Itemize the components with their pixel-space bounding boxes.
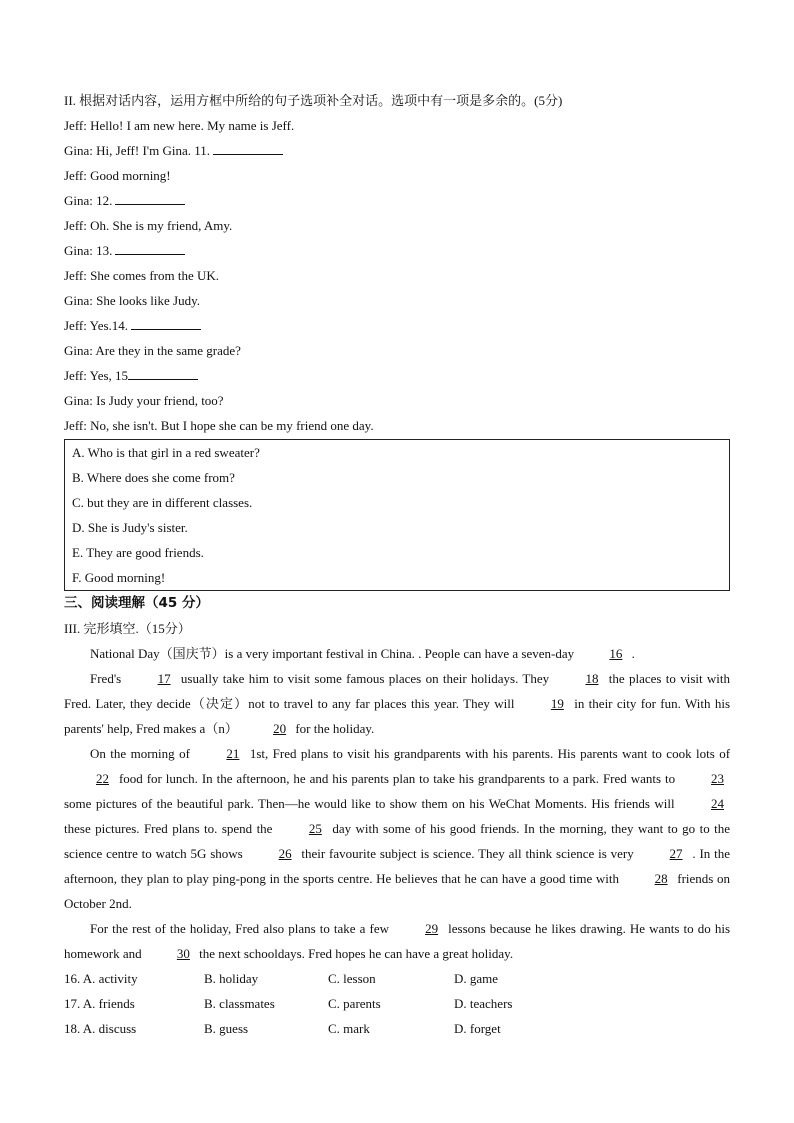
blank-29[interactable]: 29 [425, 921, 439, 936]
choice-option[interactable]: B. holiday [204, 971, 259, 986]
choice-option[interactable]: D. forget [454, 1021, 501, 1036]
answer-blank-12[interactable] [115, 190, 185, 205]
options-box [64, 439, 730, 591]
cloze-paragraph-1: National Day（国庆节）is a very important festival in China. . People can have a seven-day 16 . [64, 641, 730, 666]
answer-blank-14[interactable] [131, 315, 201, 330]
choice-option[interactable]: C. lesson [328, 971, 376, 986]
blank-16[interactable]: 16 [609, 646, 623, 661]
blank-21[interactable]: 21 [226, 746, 240, 761]
choice-option[interactable]: B. guess [204, 1021, 249, 1036]
choice-row-16 [64, 966, 730, 991]
choice-option[interactable]: C. mark [328, 1021, 370, 1036]
choice-option[interactable]: 16. A. activity [64, 971, 138, 986]
dialogue-line: Jeff: Oh. She is my friend, Amy. [64, 218, 233, 233]
section-ii-title: II. 根据对话内容，运用方框中所给的句子选项补全对话。选项中有一项是多余的。(5分) [64, 93, 563, 108]
choice-row-18 [64, 1016, 730, 1041]
blank-20[interactable]: 20 [273, 721, 287, 736]
choice-option[interactable]: 18. A. discuss [64, 1021, 137, 1036]
answer-blank-13[interactable] [115, 240, 185, 255]
option-f: F. Good morning! [72, 570, 166, 585]
blank-18[interactable]: 18 [585, 671, 599, 686]
section-three-title: 三、阅读理解（45 分） [64, 595, 209, 611]
blank-28[interactable]: 28 [654, 871, 668, 886]
dialogue-line: Jeff: Yes, 15 [64, 363, 730, 388]
option-a: A. Who is that girl in a red sweater? [72, 445, 260, 460]
dialogue-line: Gina: 12. [64, 188, 730, 213]
choice-option[interactable]: D. teachers [454, 996, 513, 1011]
option-e: E. They are good friends. [72, 545, 204, 560]
choice-option[interactable]: D. game [454, 971, 499, 986]
blank-19[interactable]: 19 [550, 696, 564, 711]
dialogue-line: Jeff: Good morning! [64, 168, 171, 183]
dialogue-line: Jeff: Hello! I am new here. My name is Jeff. [64, 118, 295, 133]
dialogue-line: Gina: Hi, Jeff! I'm Gina. 11. [64, 138, 730, 163]
option-d: D. She is Judy's sister. [72, 520, 188, 535]
choice-option[interactable]: C. parents [328, 996, 381, 1011]
cloze-title: III. 完形填空.（15分） [64, 621, 191, 636]
dialogue-line: Gina: She looks like Judy. [64, 293, 201, 308]
blank-25[interactable]: 25 [308, 821, 322, 836]
option-b: B. Where does she come from? [72, 470, 235, 485]
dialogue-line: Gina: Is Judy your friend, too? [64, 393, 224, 408]
blank-17[interactable]: 17 [157, 671, 171, 686]
choice-row-17 [64, 991, 730, 1016]
cloze-paragraph-3: On the morning of 21 1st, Fred plans to visit his grandparents with his parents. His parents want to cook lots of 22 food for lunch. In the afternoon, he and his parents plan to take his grandparents to a park. Fred wants to 23 some pictures of the beautiful park. Then—he would like to show them on his WeChat Moments. His friends will 24 these pictures. Fred plans to. spend the 25 day with some of his good friends. In the morning, they want to go to the science centre to watch 5G shows 26 their favourite subject is science. They all think science is very 27 . In the afternoon, they plan to play ping-pong in the sports centre. He believes that he can have a good time with 28 friends on October 2nd. [64, 741, 730, 916]
dialogue-line: Jeff: No, she isn't. But I hope she can be my friend one day. [64, 418, 374, 433]
dialogue-line: Gina: Are they in the same grade? [64, 343, 241, 358]
dialogue-line: Jeff: Yes.14. [64, 313, 730, 338]
blank-22[interactable]: 22 [96, 771, 109, 786]
dialogue-line: Gina: 13. [64, 238, 730, 263]
choice-option[interactable]: 17. A. friends [64, 996, 135, 1011]
blank-23[interactable]: 23 [711, 771, 725, 786]
worksheet-page [64, 88, 730, 1041]
blank-24[interactable]: 24 [711, 796, 724, 811]
dialogue-line: Jeff: She comes from the UK. [64, 268, 220, 283]
blank-26[interactable]: 26 [278, 846, 292, 861]
cloze-paragraph-4: For the rest of the holiday, Fred also plans to take a few 29 lessons because he likes drawing. He wants to do his homework and 30 the next schooldays. Fred hopes he can have a great holiday. [64, 916, 730, 966]
dialogue [64, 113, 730, 438]
choice-list [64, 966, 730, 1041]
answer-blank-11[interactable] [213, 140, 283, 155]
blank-30[interactable]: 30 [176, 946, 190, 961]
answer-blank-15[interactable] [128, 365, 198, 380]
choice-option[interactable]: B. classmates [204, 996, 275, 1011]
cloze-paragraph-2: Fred's 17 usually take him to visit some famous places on their holidays. They 18 the places to visit with Fred. Later, they decide（决定）not to travel to any far places this year. They will 19 in their city for fun. With his parents' help, Fred makes a（n） 20 for the holiday. [64, 666, 730, 741]
blank-27[interactable]: 27 [669, 846, 683, 861]
option-c: C. but they are in different classes. [72, 495, 253, 510]
